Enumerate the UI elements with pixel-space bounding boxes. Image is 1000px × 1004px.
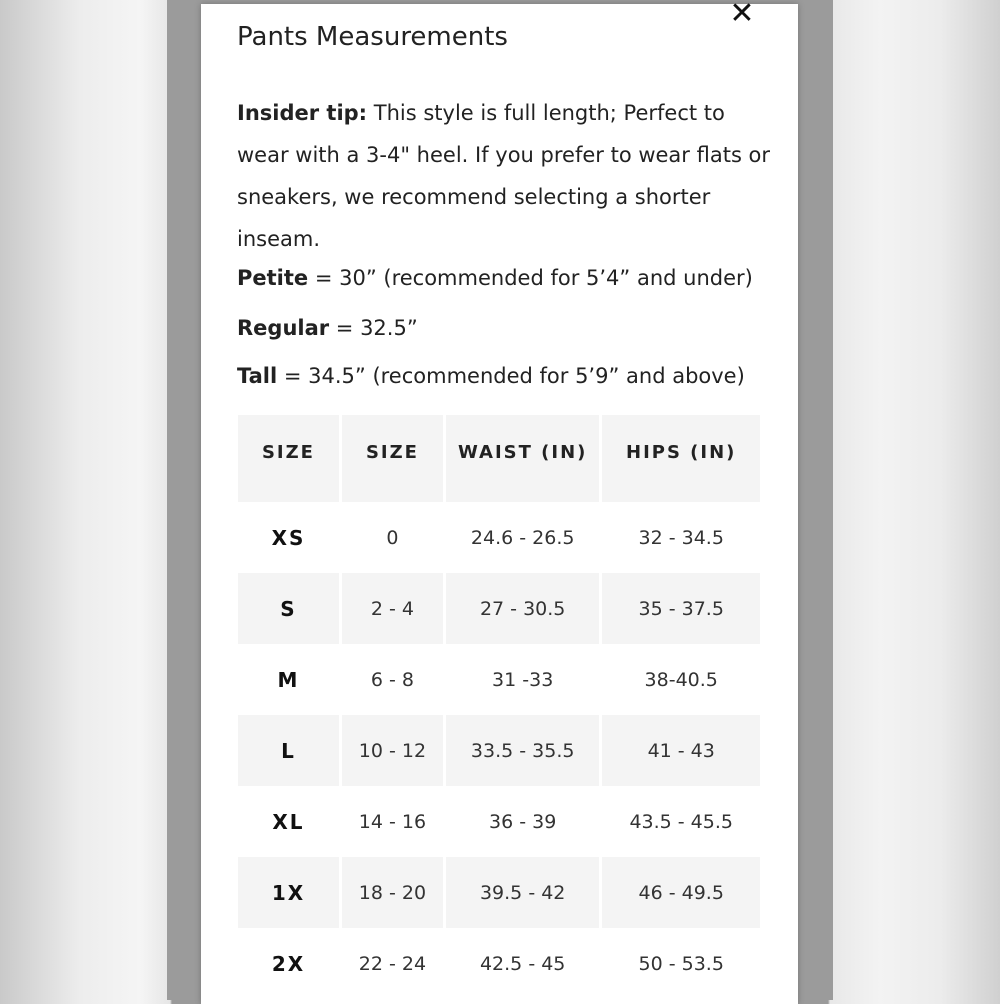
- hips-cell: 41 - 43: [602, 715, 760, 786]
- numeric-size-cell: 14 - 16: [358, 810, 427, 833]
- numeric-size-cell: 6 - 8: [370, 668, 415, 691]
- column-header-size: SIZE: [238, 415, 339, 502]
- size-cell: 2X: [271, 951, 306, 976]
- size-cell: L: [238, 715, 339, 786]
- column-header-hips: HIPS (IN): [602, 415, 760, 502]
- insider-tip-text: This style is full length; Perfect to wear with a 3-4" heel. If you prefer to wear flats or sneakers, we recommend selecting a shorter inseam.: [237, 101, 771, 251]
- waist-cell: 33.5 - 35.5: [446, 715, 599, 786]
- petite-label: Petite: [237, 266, 309, 290]
- close-icon[interactable]: ✕: [729, 0, 755, 31]
- column-header-size-numeric: SIZE: [342, 415, 443, 502]
- regular-line: [237, 316, 418, 340]
- tall-label: Tall: [237, 364, 278, 388]
- regular-text: = 32.5”: [329, 316, 418, 340]
- table-row: [238, 644, 760, 715]
- table-row: [238, 857, 760, 928]
- waist-cell: 42.5 - 45: [479, 952, 566, 975]
- tall-text: = 34.5” (recommended for 5’9” and above): [277, 364, 745, 388]
- waist-cell: 36 - 39: [489, 810, 557, 833]
- hips-cell: 46 - 49.5: [602, 857, 760, 928]
- numeric-size-cell: 2 - 4: [342, 573, 443, 644]
- size-cell: XS: [271, 525, 306, 550]
- column-header-waist: WAIST (IN): [446, 415, 599, 502]
- modal-title: Pants Measurements: [237, 22, 508, 52]
- waist-cell: 24.6 - 26.5: [470, 526, 575, 549]
- waist-cell: 31 -33: [492, 668, 554, 691]
- petite-line: [237, 266, 753, 290]
- hips-cell: 32 - 34.5: [638, 526, 724, 549]
- hips-cell: 35 - 37.5: [602, 573, 760, 644]
- table-row: [238, 715, 760, 786]
- tall-line: [237, 364, 745, 388]
- waist-cell: 27 - 30.5: [446, 573, 599, 644]
- insider-tip-label: Insider tip:: [237, 101, 368, 125]
- numeric-size-cell: 0: [386, 526, 399, 549]
- table-row: [238, 928, 760, 999]
- hips-cell: 38-40.5: [644, 668, 718, 691]
- numeric-size-cell: 10 - 12: [342, 715, 443, 786]
- table-header-row: [238, 415, 760, 502]
- petite-text: = 30” (recommended for 5’4” and under): [308, 266, 753, 290]
- table-row: [238, 502, 760, 573]
- size-cell: S: [238, 573, 339, 644]
- waist-cell: 39.5 - 42: [446, 857, 599, 928]
- size-cell: 1X: [238, 857, 339, 928]
- regular-label: Regular: [237, 316, 330, 340]
- table-row: [238, 573, 760, 644]
- hips-cell: 43.5 - 45.5: [629, 810, 733, 833]
- size-cell: XL: [272, 809, 305, 834]
- size-chart-table: [235, 415, 763, 999]
- hips-cell: 50 - 53.5: [638, 952, 724, 975]
- size-cell: M: [277, 667, 300, 692]
- insider-tip: [237, 92, 777, 260]
- numeric-size-cell: 18 - 20: [342, 857, 443, 928]
- table-row: [238, 786, 760, 857]
- numeric-size-cell: 22 - 24: [358, 952, 427, 975]
